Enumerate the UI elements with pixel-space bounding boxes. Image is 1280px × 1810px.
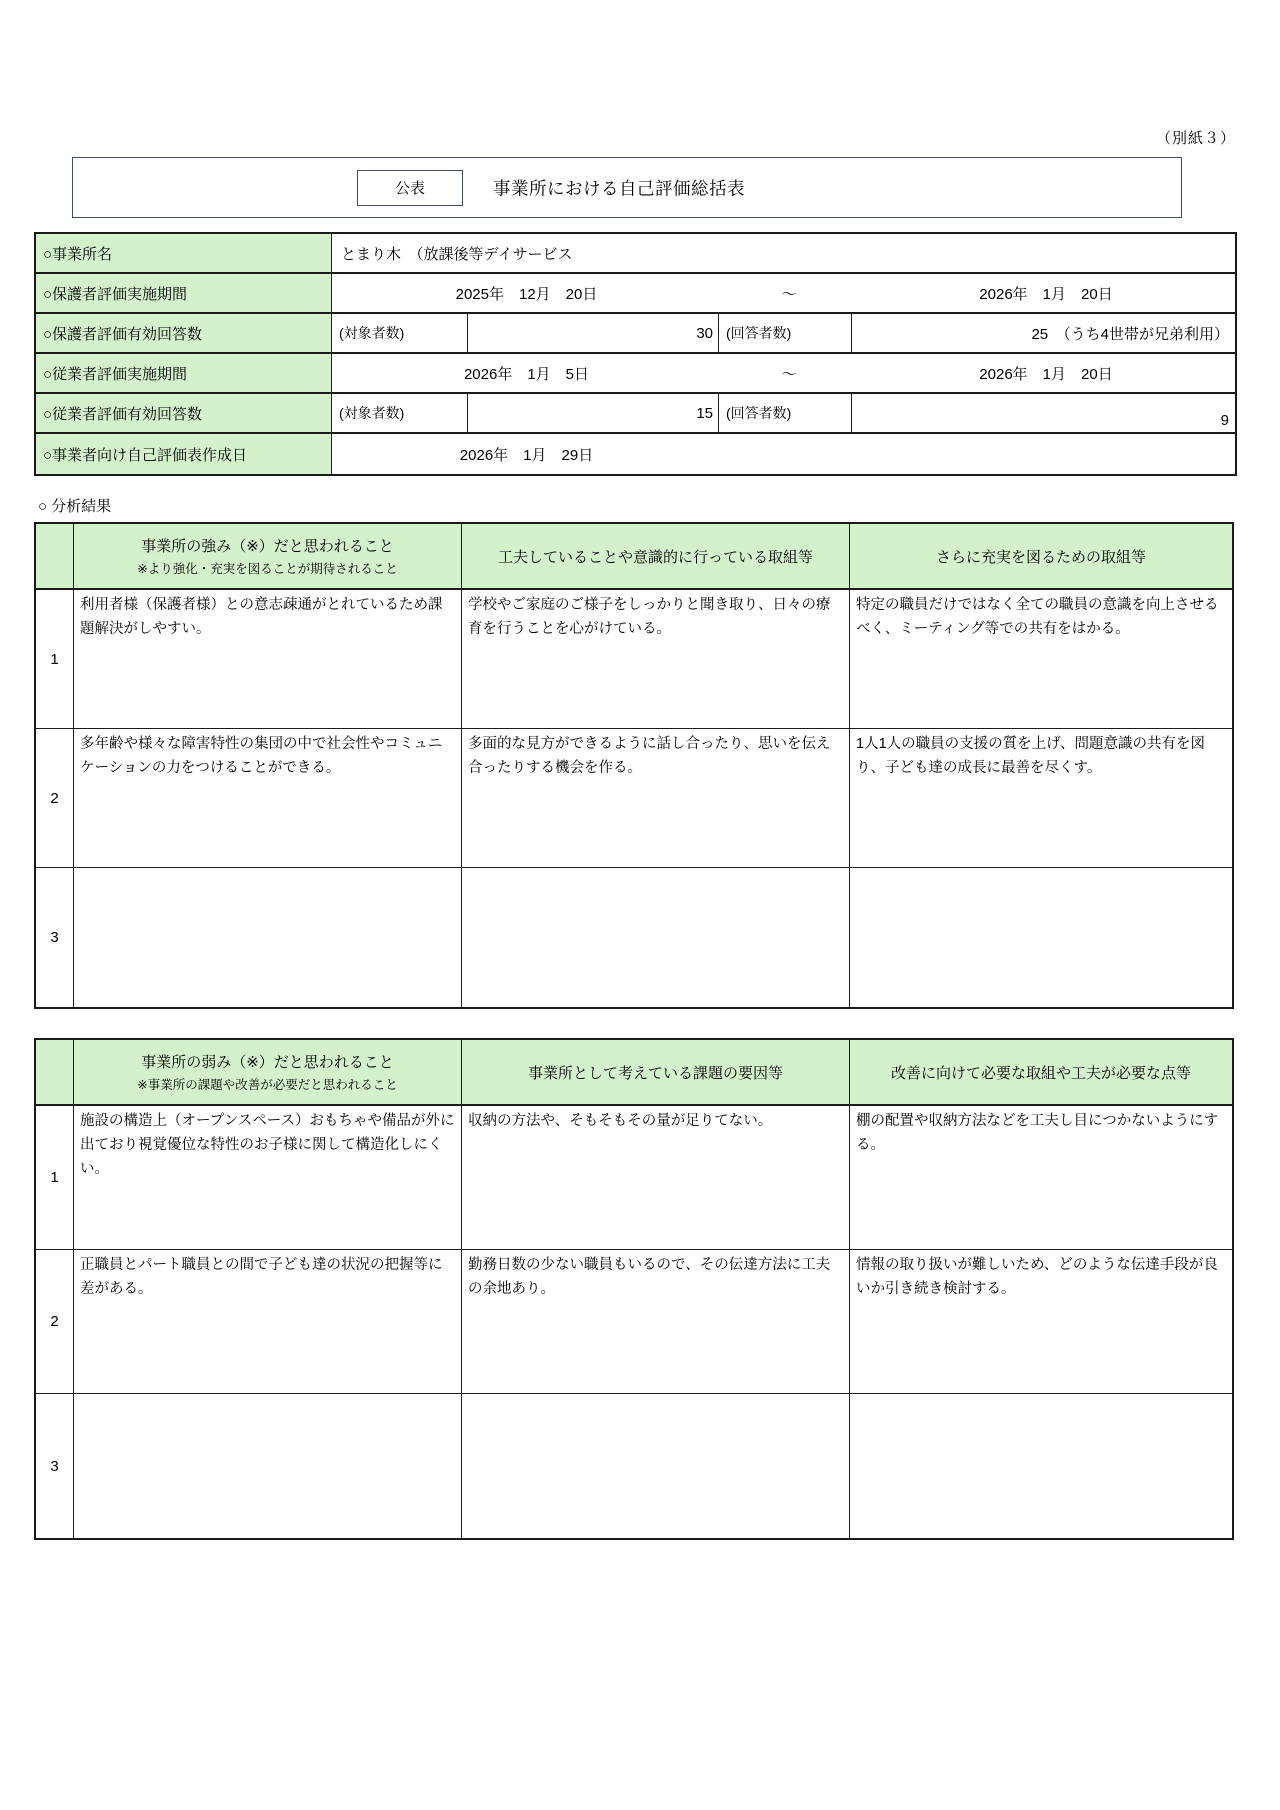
info-row-office-name xyxy=(36,234,1235,274)
improvement-text: 情報の取り扱いが難しいため、どのような伝達手段が良いか引き続き検討する。 xyxy=(856,1257,1218,1297)
analysis-section-label: ○ 分析結果 xyxy=(38,498,112,515)
row-number: 1 xyxy=(36,590,74,728)
staff-period-value xyxy=(332,354,1235,392)
title-box xyxy=(72,157,1182,218)
weaknesses-table xyxy=(34,1038,1234,1540)
publication-badge: 公表 xyxy=(357,170,463,206)
strengths-header-number-col xyxy=(36,524,74,588)
row-number: 3 xyxy=(36,1394,74,1538)
weaknesses-col1-note: ※事業所の課題や改善が必要だと思われること xyxy=(137,1078,398,1092)
staff-respondent-count: 9 xyxy=(1220,412,1229,429)
info-row-parent-period xyxy=(36,274,1235,314)
staff-responses-label: ○従業者評価有効回答数 xyxy=(36,394,332,432)
info-row-staff-responses xyxy=(36,394,1235,434)
cause-text xyxy=(462,1394,850,1538)
parent-period-end: 2026年 1月 20日 xyxy=(979,285,1113,303)
weaknesses-header-col1 xyxy=(74,1040,462,1104)
staff-respondent-caption: (回答者数) xyxy=(719,394,852,432)
row-number: 1 xyxy=(36,1106,74,1249)
parent-respondent-caption: (回答者数) xyxy=(719,314,852,352)
effort-text: 多面的な見方ができるように話し合ったり、思いを伝え合ったりする機会を作る。 xyxy=(462,729,850,867)
office-name-label: ○事業所名 xyxy=(36,234,332,272)
selfeval-date-value-cell xyxy=(332,434,1235,474)
weaknesses-row-1 xyxy=(36,1106,1232,1250)
parent-responses-label: ○保護者評価有効回答数 xyxy=(36,314,332,352)
parent-target-caption: (対象者数) xyxy=(332,314,468,352)
weaknesses-col1-title: 事業所の弱み（※）だと思われること xyxy=(141,1054,394,1071)
weaknesses-header-col2: 事業所として考えている課題の要因等 xyxy=(462,1040,850,1104)
strengths-header-col1 xyxy=(74,524,462,588)
row-number: 2 xyxy=(36,1250,74,1393)
strengths-row-3 xyxy=(36,868,1232,1007)
staff-target-caption: (対象者数) xyxy=(332,394,468,432)
parent-respondent-count: 25 （うち4世帯が兄弟利用） xyxy=(1031,325,1229,343)
enhancement-text: 特定の職員だけではなく全ての職員の意識を向上させるべく、ミーティング等での共有をはかる。 xyxy=(856,597,1219,637)
parent-period-start: 2025年 12月 20日 xyxy=(455,285,598,303)
row-number: 2 xyxy=(36,729,74,867)
document-title: 事業所における自己評価総括表 xyxy=(493,178,745,198)
strengths-col1-title: 事業所の強み（※）だと思われること xyxy=(141,538,394,555)
strengths-table xyxy=(34,522,1234,1009)
parent-period-label: ○保護者評価実施期間 xyxy=(36,274,332,312)
improvement-text: 棚の配置や収納方法などを工夫し目につかないようにする。 xyxy=(856,1113,1219,1153)
office-name-value: とまり木 （放課後等デイサービス xyxy=(341,245,573,263)
strengths-col1-note: ※より強化・充実を図ることが期待されること xyxy=(137,562,398,576)
strength-text: 多年齢や様々な障害特性の集団の中で社会性やコミュニケーションの力をつけることができる。 xyxy=(74,729,462,867)
staff-period-start: 2026年 1月 5日 xyxy=(463,365,590,383)
weaknesses-header-col3: 改善に向けて必要な取組や工夫が必要な点等 xyxy=(890,1064,1191,1082)
parent-target-count: 30 xyxy=(468,314,719,352)
parent-period-tilde: ～ xyxy=(781,285,797,303)
strengths-header-row xyxy=(36,524,1232,590)
selfeval-date-label: ○事業者向け自己評価表作成日 xyxy=(36,434,332,474)
info-row-staff-period xyxy=(36,354,1235,394)
strengths-row-2 xyxy=(36,729,1232,868)
weaknesses-row-3 xyxy=(36,1394,1232,1538)
cause-text: 収納の方法や、そもそもその量が足りてない。 xyxy=(462,1106,850,1249)
enhancement-text: 1人1人の職員の支援の質を上げ、問題意識の共有を図り、子ども達の成長に最善を尽くす。 xyxy=(856,736,1206,776)
weakness-text xyxy=(74,1394,462,1538)
staff-target-count: 15 xyxy=(468,394,719,432)
selfeval-date-value: 2026年 1月 29日 xyxy=(459,446,594,464)
strength-text xyxy=(74,868,462,1007)
strengths-row-1 xyxy=(36,590,1232,729)
effort-text xyxy=(462,868,850,1007)
strengths-header-col2: 工夫していることや意識的に行っている取組等 xyxy=(462,524,850,588)
weaknesses-header-row xyxy=(36,1040,1232,1106)
row-number: 3 xyxy=(36,868,74,1007)
weakness-text: 正職員とパート職員との間で子ども達の状況の把握等に差がある。 xyxy=(74,1250,462,1393)
staff-period-end: 2026年 1月 20日 xyxy=(979,365,1113,383)
effort-text: 学校やご家庭のご様子をしっかりと聞き取り、日々の療育を行うことを心がけている。 xyxy=(462,590,850,728)
strengths-header-col3: さらに充実を図るための取組等 xyxy=(935,548,1146,566)
parent-period-value xyxy=(332,274,1235,312)
info-table xyxy=(34,232,1237,476)
weakness-text: 施設の構造上（オープンスペース）おもちゃや備品が外に出ており視覚優位な特性のお子様に関して構造化しにくい。 xyxy=(74,1106,462,1249)
info-row-parent-responses xyxy=(36,314,1235,354)
sheet-annotation: （別紙３） xyxy=(1155,130,1236,147)
staff-period-label: ○従業者評価実施期間 xyxy=(36,354,332,392)
weaknesses-row-2 xyxy=(36,1250,1232,1394)
cause-text: 勤務日数の少ない職員もいるので、その伝達方法に工夫の余地あり。 xyxy=(462,1250,850,1393)
staff-period-tilde: ～ xyxy=(781,365,797,383)
weaknesses-header-number-col xyxy=(36,1040,74,1104)
info-row-selfeval-date xyxy=(36,434,1235,474)
enhancement-text xyxy=(850,868,1232,1007)
improvement-text xyxy=(850,1394,1232,1538)
strength-text: 利用者様（保護者様）との意志疎通がとれているため課題解決がしやすい。 xyxy=(74,590,462,728)
